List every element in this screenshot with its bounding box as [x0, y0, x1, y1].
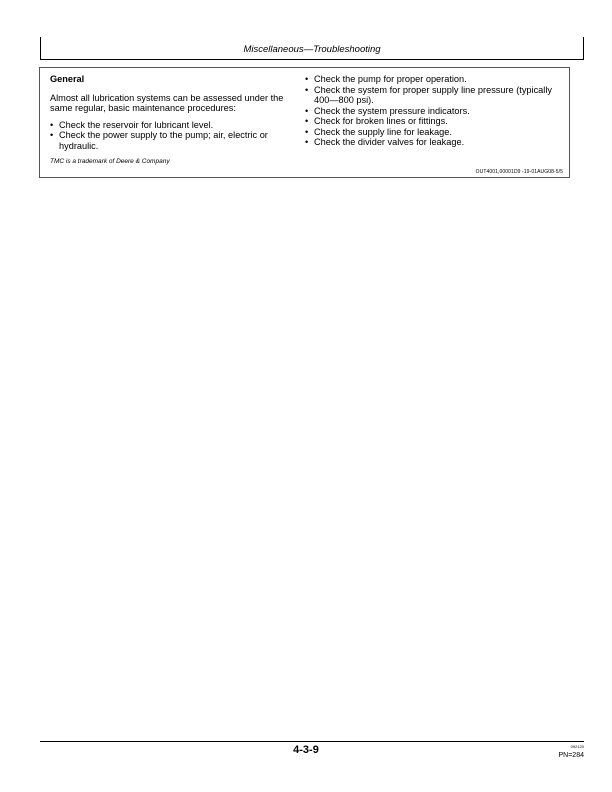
- left-column: [50, 74, 300, 151]
- section-heading: General: [50, 74, 85, 84]
- footer-pn: PN=284: [558, 752, 584, 759]
- footer-code: 092120: [570, 744, 584, 749]
- bullet-item: • Check the system pressure indicators.: [305, 106, 560, 117]
- page-number: 4-3-9: [293, 744, 319, 756]
- bullet-item: • Check the reservoir for lubricant level.: [50, 120, 300, 131]
- bullet-item: • Check the divider valves for leakage.: [305, 137, 560, 148]
- reference-code: OUT4001,00001D9 -19-01AUG08-5/5: [475, 169, 563, 175]
- right-column: [305, 74, 560, 148]
- section-intro: Almost all lubrication systems can be assessed under the same regular, basic maintenance procedures:: [50, 92, 284, 113]
- trademark-note: TMC is a trademark of Deere & Company: [50, 158, 170, 165]
- general-section: [39, 67, 570, 178]
- page-header-title: Miscellaneous—Troubleshooting: [243, 44, 381, 55]
- bullet-item: • Check the pump for proper operation.: [305, 74, 560, 85]
- left-bullet-list: [50, 120, 300, 152]
- bullet-item: • Check for broken lines or fittings.: [305, 116, 560, 127]
- bullet-item: • Check the supply line for leakage.: [305, 127, 560, 138]
- footer-divider: [40, 741, 584, 742]
- right-bullet-list: [305, 74, 560, 148]
- bullet-item: • Check the system for proper supply line pressure (typically 400—800 psi).: [305, 85, 560, 106]
- header-divider: [40, 59, 584, 60]
- bullet-item: • Check the power supply to the pump; air, electric or hydraulic.: [50, 130, 300, 151]
